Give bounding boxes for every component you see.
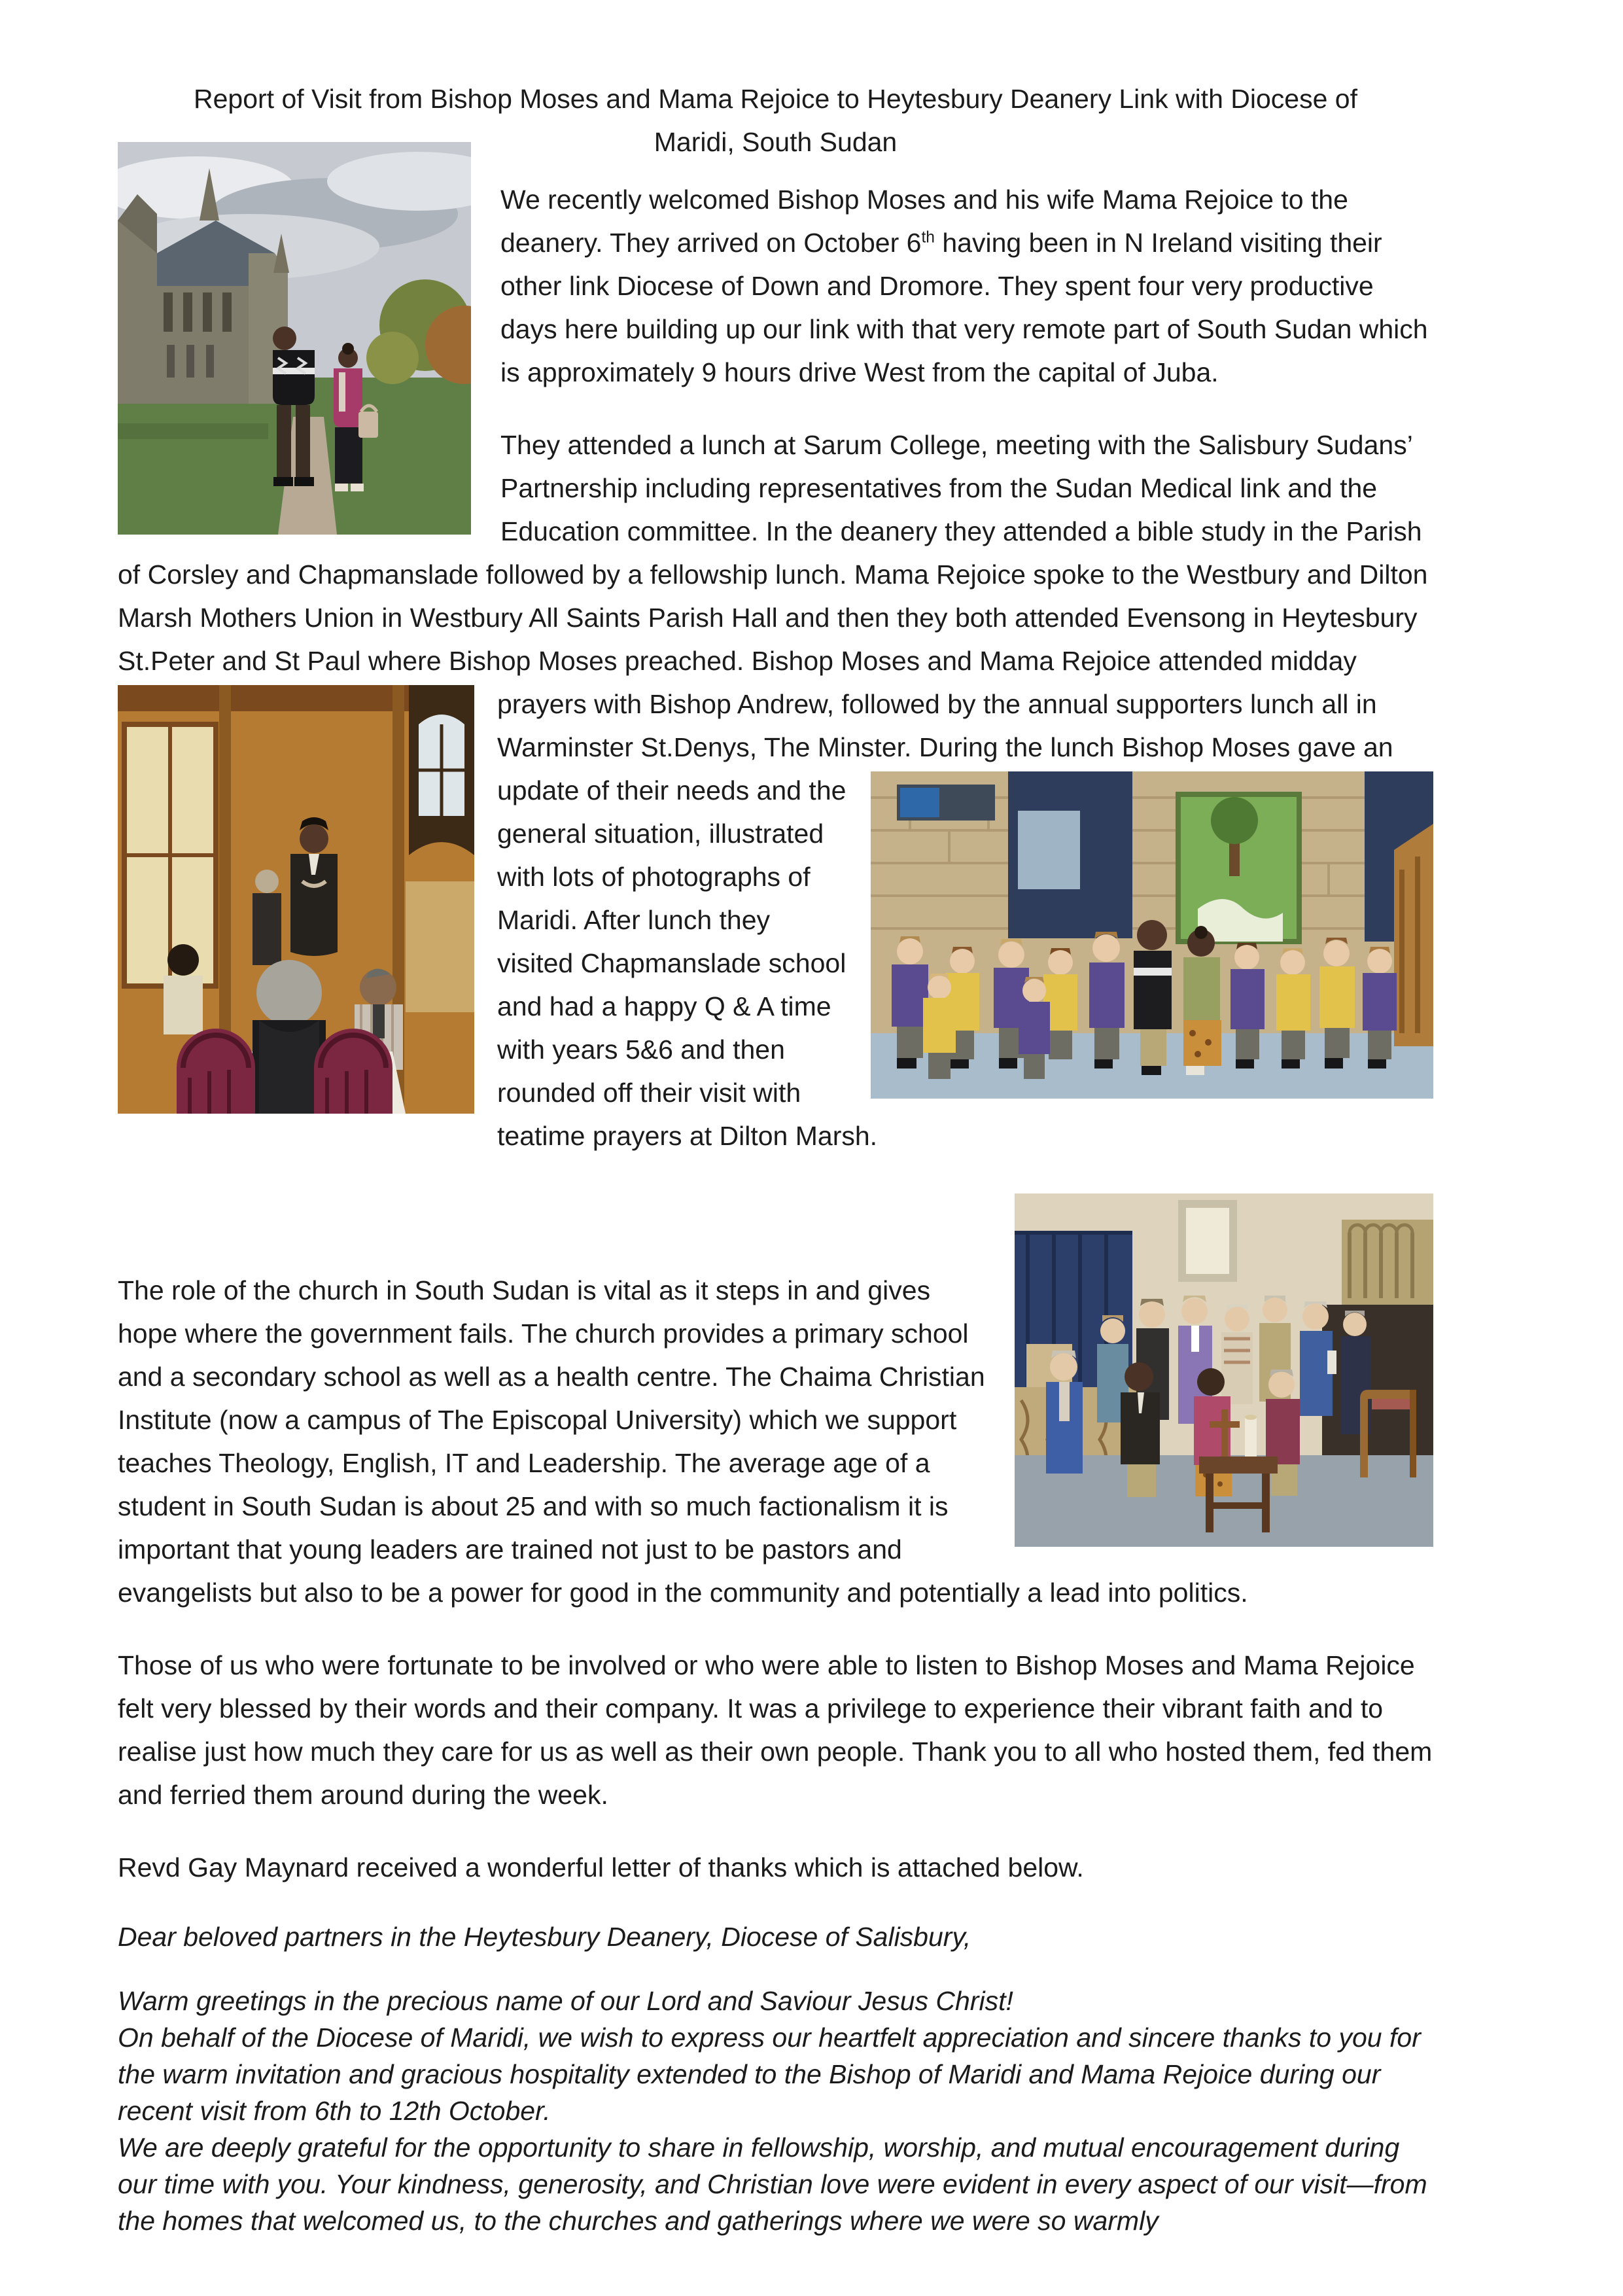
- paragraph-letter-intro: Revd Gay Maynard received a wonderful letter of thanks which is attached below.: [118, 1852, 1084, 1882]
- photo-bishop-and-mama-at-cathedral: [118, 142, 471, 535]
- photo-supporters-lunch-talk: [118, 685, 474, 1114]
- paragraph-thanks: Those of us who were fortunate to be involved or who were able to listen to Bishop Moses and Mama Rejoice felt very blessed by their words and their company. It was a privilege to experience their vibrant faith and to realise just how much they care for us as well as their own people. Thank you to all who hosted them, fed them and ferried them around during the week.: [118, 1650, 1433, 1810]
- paragraph-welcome: [118, 178, 1433, 394]
- church-photo-illustration: [1015, 1193, 1433, 1547]
- school-photo-illustration: [871, 771, 1433, 1099]
- photo-chapmanslade-school-group: [871, 771, 1433, 1099]
- letter-of-thanks: [118, 1918, 1433, 2239]
- letter-appreciation: On behalf of the Diocese of Maridi, we wish to express our heartfelt appreciation and sincere thanks to you for the warm invitation and gracious hospitality extended to the Bishop of Maridi and Mama Rejoice during our recent visit from 6th to 12th October.: [118, 2022, 1421, 2126]
- title-line-1: Report of Visit from Bishop Moses and Mama Rejoice to Heytesbury Deanery Link with Diocese of: [194, 84, 1357, 114]
- paragraph-welcome-text-end: having been in N Ireland visiting their other link Diocese of Down and Dromore. They spent four very productive days here building up our link with that very remote part of South Sudan which is approximately 9 hours drive West from the capital of Juba.: [500, 228, 1428, 387]
- ordinal-suffix: th: [921, 228, 935, 247]
- letter-greeting: Warm greetings in the precious name of our Lord and Saviour Jesus Christ!: [118, 1986, 1013, 2016]
- itinerary-text-c: an update of their needs and the general situation, illustrated with lots of photographs of Maridi. After lunch they visited Chapmanslade school and had a happy Q & A time with years 5&6 and then rounded off their visit with teatime prayers at Dilton Marsh.: [497, 732, 1393, 1151]
- letter-salutation: Dear beloved partners in the Heytesbury Deanery, Diocese of Salisbury,: [118, 1922, 971, 1952]
- paragraph-welcome-text-start: We recently welcomed Bishop Moses and his wife Mama Rejoice to the deanery. They arrived on October 6: [500, 185, 1348, 258]
- cathedral-photo-illustration: [118, 142, 471, 535]
- title-line-2: Maridi, South Sudan: [654, 127, 898, 157]
- itinerary-text-a: They attended a lunch at Sarum College, meeting with the Salisbury Sudans’ Partnership including representatives from the Sudan Medical link and the Education committee. In the deanery they attended a bible study in the Parish of Corsley and Chapmanslade followed by a fellowship lunch. Mama Rejoice spoke to the Westbury and Dilton Marsh Mothers Union in Westbury All Saints Parish Hall and then they both attended Evensong in Heytesbury St.Peter and St Paul where Bishop Moses preached. Bishop Moses and Mama Rejoice attended midday prayers with Bishop Andrew, followed by the annual supporters lunch all in: [118, 430, 1428, 719]
- letter-gratitude: We are deeply grateful for the opportunity to share in fellowship, worship, and mutual encouragement during our time with you. Your kindness, generosity, and Christian love were evident in every aspect of our visit—from the homes that welcomed us, to the churches and gatherings where we were so warmly: [118, 2132, 1427, 2236]
- paragraph-role-of-church: The role of the church in South Sudan is vital as it steps in and gives hope where the government fails. The church provides a primary school and a secondary school as well as a health centre. The Chaima Christian Institute (now a campus of The Episcopal University) which we support teaches Theology, English, IT and Leadership. The average age of a student in South Sudan is about 25 and with so much factionalism it is important that young leaders are trained not just to be pastors and evangelists but also to be a power for good in the community and potentially a lead into politics.: [118, 1275, 1248, 1608]
- itinerary-text-b: Warminster St.Denys, The Minster. During the lunch Bishop Moses gave: [497, 732, 1363, 762]
- photo-church-group-dilton-marsh: [1015, 1193, 1433, 1547]
- lunch-photo-illustration: [118, 685, 474, 1114]
